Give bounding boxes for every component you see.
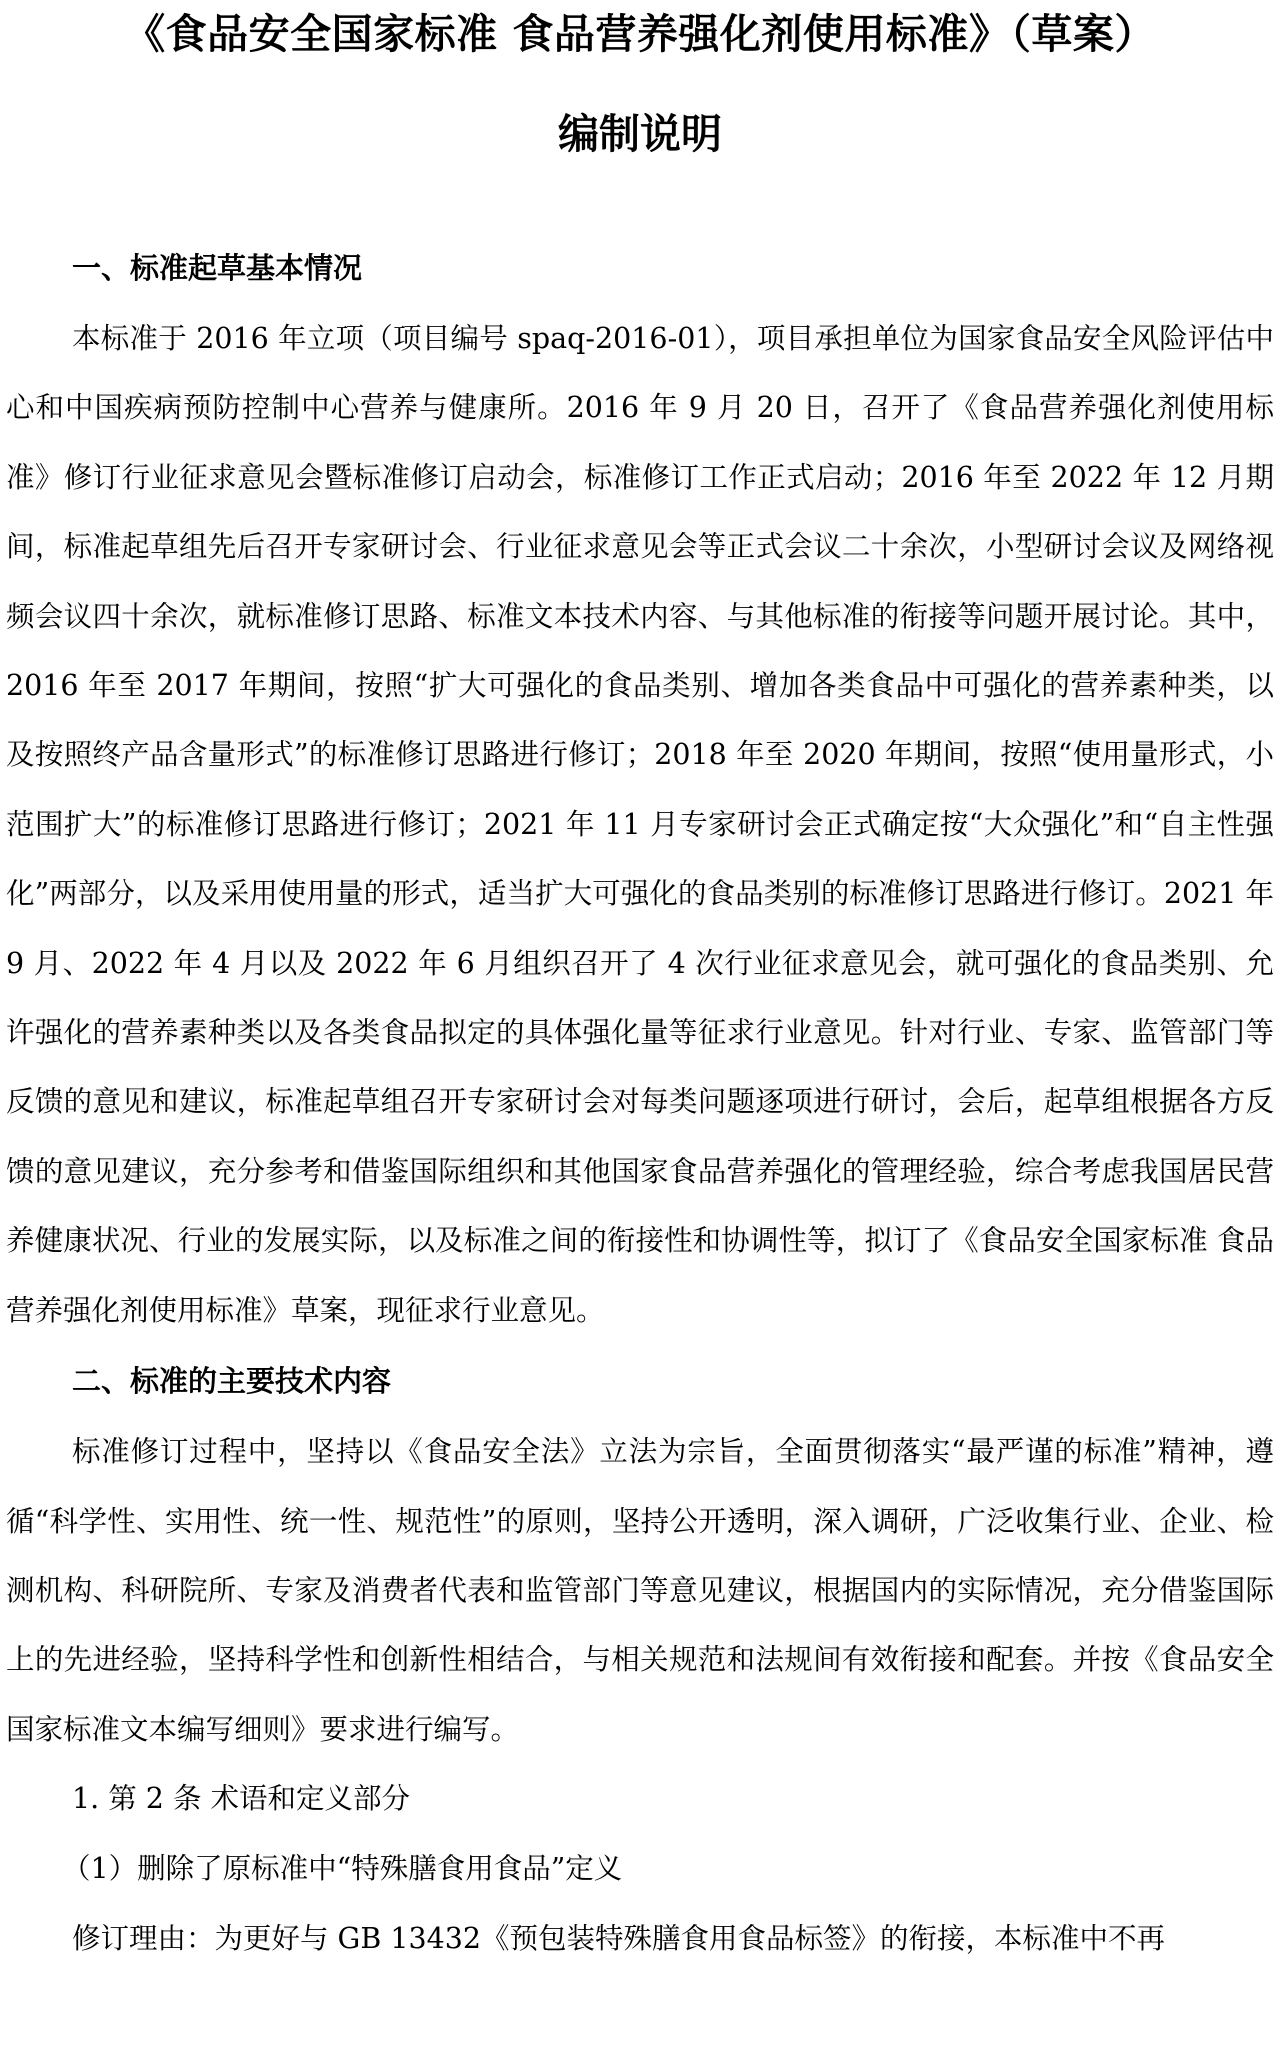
section-heading-1: 一、标准起草基本情况 xyxy=(72,251,363,285)
list-subitem-1: （1）删除了原标准中“特殊膳食用食品”定义 xyxy=(62,1852,623,1886)
document-subtitle: 编制说明 xyxy=(558,110,722,158)
section-2-paragraph: 标准修订过程中，坚持以《食品安全法》立法为宗旨，全面贯彻落实“最严谨的标准”精神，遵循“科学性、实用性、统一性、规范性”的原则，坚持公开透明，深入调研，广泛收集行业、企业、检测机构、科研院所、专家及消费者代表和监管部门等意见建议，根据国内的实际情况，充分借鉴国际上的先进经验，坚持科学性和创新性相结合，与相关规范和法规间有效衔接和配套。并按《食品安全国家标准文本编写细则》要求进行编写。 xyxy=(6,1435,1274,1746)
revision-reason-text: 修订理由：为更好与 GB 13432《预包装特殊膳食用食品标签》的衔接，本标准中不再 xyxy=(72,1922,1165,1956)
section-1-paragraph: 本标准于 2016 年立项（项目编号 spaq-2016-01），项目承担单位为国家食品安全风险评估中心和中国疾病预防控制中心营养与健康所。2016 年 9 月 20 日，召开了《食品营养强化剂使用标准》修订行业征求意见会暨标准修订启动会，标准修订工作正式启动；2016 年至 2022 年 12 月期间，标准起草组先后召开专家研讨会、行业征求意见会等正式会议二十余次，小型研讨会议及网络视频会议四十余次，就标准修订思路、标准文本技术内容、与其他标准的衔接等问题开展讨论。其中，2016 年至 2017 年期间，按照“扩大可强化的食品类别、增加各类食品中可强化的营养素种类，以及按照终产品含量形式”的标准修订思路进行修订；2018 年至 2020 年期间，按照“使用量形式，小范围扩大”的标准修订思路进行修订；2021 年 11 月专家研讨会正式确定按“大众强化”和“自主性强化”两部分，以及采用使用量的形式，适当扩大可强化的食品类别的标准修订思路进行修订。2021 年 9 月、2022 年 4 月以及 2022 年 6 月组织召开了 4 次行业征求意见会，就可强化的食品类别、允许强化的营养素种类以及各类食品拟定的具体强化量等征求行业意见。针对行业、专家、监管部门等反馈的意见和建议，标准起草组召开专家研讨会对每类问题逐项进行研讨，会后，起草组根据各方反馈的意见建议，充分参考和借鉴国际组织和其他国家食品营养强化的管理经验，综合考虑我国居民营养健康状况、行业的发展实际，以及标准之间的衔接性和协调性等，拟订了《食品安全国家标准 食品营养强化剂使用标准》草案，现征求行业意见。 xyxy=(6,322,1274,1327)
list-item-1: 1. 第 2 条 术语和定义部分 xyxy=(72,1782,411,1816)
section-heading-2: 二、标准的主要技术内容 xyxy=(72,1364,392,1399)
document-title: 《食品安全国家标准 食品营养强化剂使用标准》（草案） xyxy=(124,10,1156,58)
